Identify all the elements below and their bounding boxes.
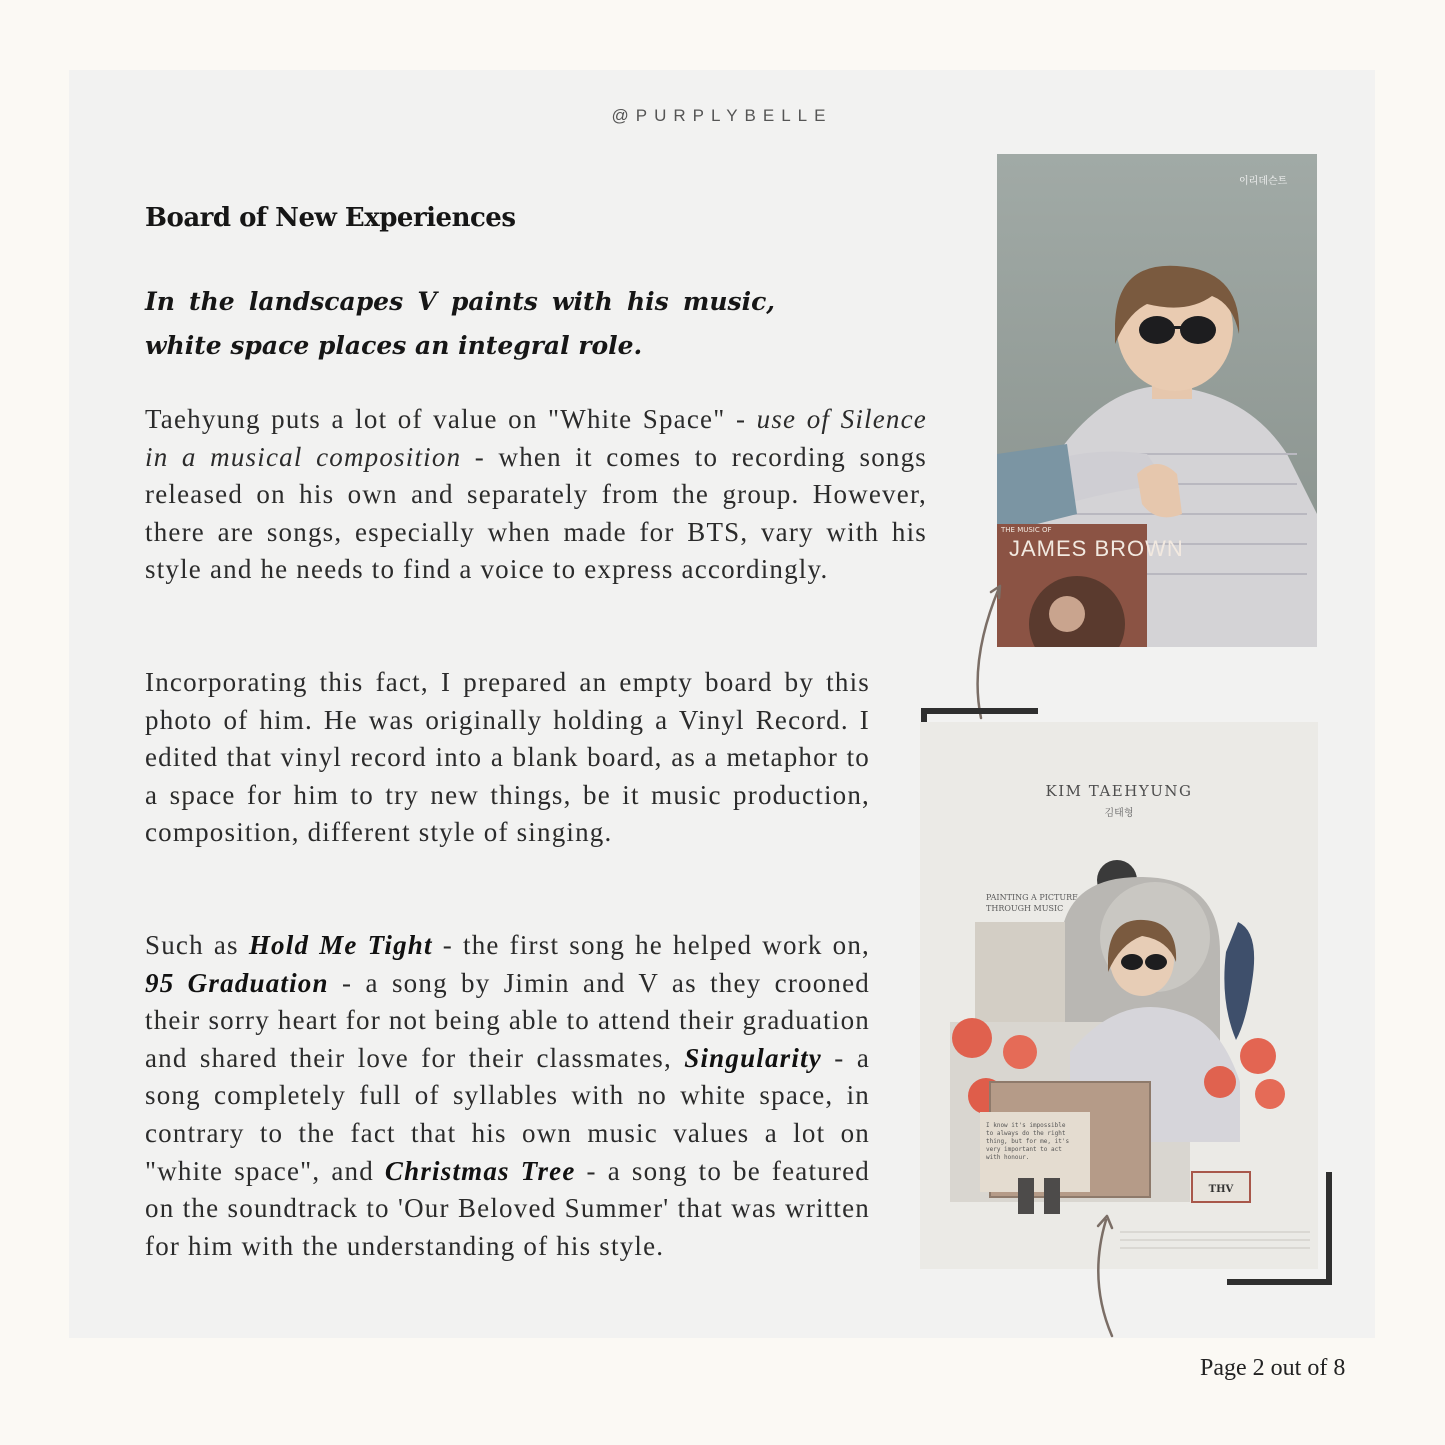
record-small-label: THE MUSIC OF [1001,526,1052,534]
song-title: Christmas Tree [384,1155,576,1186]
portrait-illustration [997,154,1317,647]
paragraph-songs [145,927,870,1265]
edited-collage [920,722,1318,1269]
paragraph-text: - a song completely full of syllables with no white space, in contrary to the fact that his own music values a lot on "white space", and [145,1042,870,1186]
korean-label: 이리데슨트 [1239,176,1288,187]
collage-subtitle-1: PAINTING A PICTURE [986,893,1078,902]
page-number: Page 2 out of 8 [1200,1355,1346,1381]
collage-title: KIM TAEHYUNG [1045,782,1193,800]
song-title: Hold Me Tight [248,930,433,960]
record-label: JAMES BROWN [1009,536,1184,561]
curved-arrow-icon [965,580,1005,720]
paragraph-text: Taehyung puts a lot of value on "White Space" - [145,404,757,434]
author-handle: @PURPLYBELLE [611,106,833,125]
collage-subtitle-2: THROUGH MUSIC [986,904,1064,913]
emphasis-text: use of Silence in a musical composition [145,404,927,472]
paragraph-text: Such as [145,930,249,960]
lead-line-1: In the landscapes V paints with his music, [145,287,775,316]
original-photo [997,154,1317,647]
lead-quote [145,280,775,368]
collage-note: I know it's impossible to always do the right thing, but for me, it's very important to act with honour. [986,1122,1070,1161]
lead-line-2: white space places an integral role. [145,331,643,360]
paragraph-empty-board: Incorporating this fact, I prepared an empty board by this photo of him. He was originally holding a Vinyl Record. I edited that vinyl record into a blank board, as a metaphor to a space for him to try new things, be it music production, composition, different style of singing. [145,667,870,848]
collage-korean-name: 김태형 [1104,808,1134,819]
collage-tag: THV [1208,1184,1234,1195]
section-heading: Board of New Experiences [145,203,516,233]
paragraph-text: - the first song he helped work on, [432,930,871,960]
collage-illustration [920,722,1318,1269]
paragraph-text: - when it comes to recording songs released on his own and separately from the group. However, there are songs, especially when made for BTS, vary with his style and he needs to find a voice to express accordingly. [145,441,927,585]
song-title: Singularity [684,1042,822,1073]
curved-arrow-icon [1080,1210,1130,1340]
song-title: 95 Graduation [145,967,329,998]
paragraph-white-space [145,401,927,589]
paragraph-text: - a song to be featured on the soundtrack to 'Our Beloved Summer' that was written for him with the understanding of his style. [145,1155,870,1261]
paragraph-text: - a song by Jimin and V as they crooned their sorry heart for not being able to attend their graduation and shared their love for their classmates, [145,967,870,1073]
